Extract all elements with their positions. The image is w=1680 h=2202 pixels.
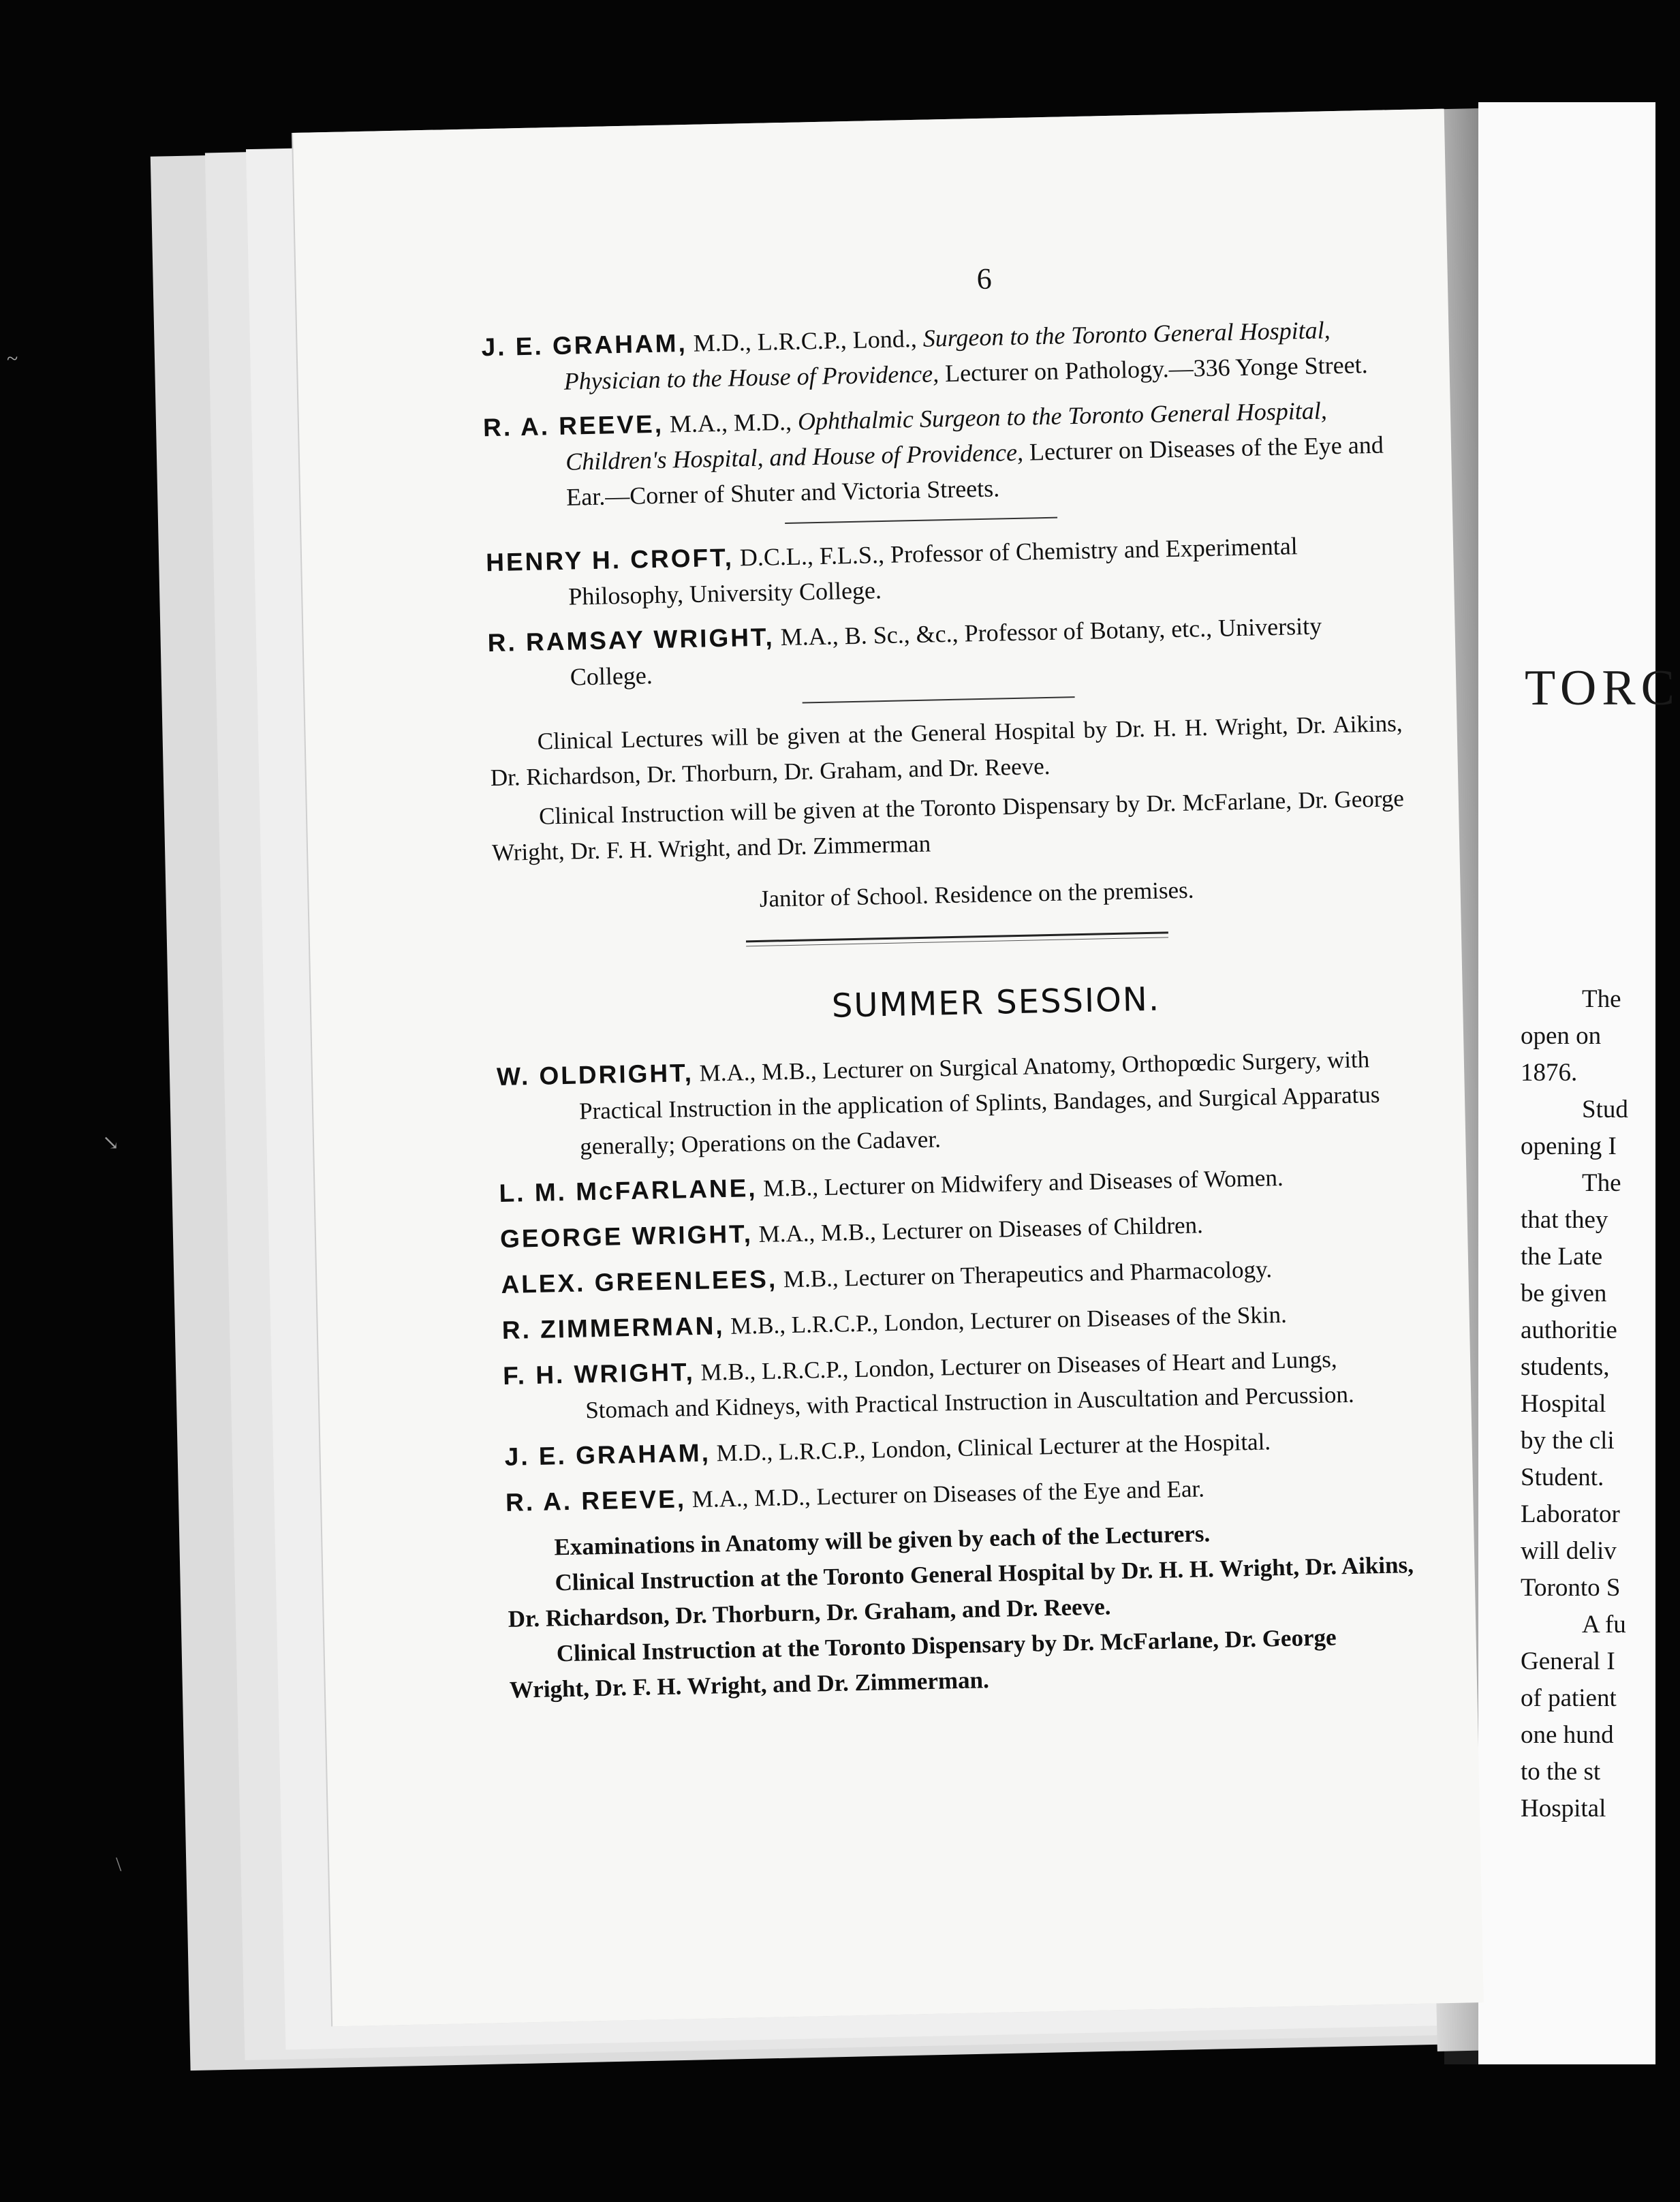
faculty-entry [497, 1040, 1412, 1166]
scan-speck: \ [116, 1853, 122, 1876]
scan-speck: ~ [7, 347, 18, 370]
faculty-entry [486, 526, 1400, 616]
divider [785, 517, 1057, 524]
summer-session-list [497, 1040, 1423, 1708]
faculty-name: ALEX. GREENLEES, [501, 1265, 778, 1299]
faculty-degrees: M.A., M.D., [663, 407, 798, 438]
faculty-name: F. H. WRIGHT, [502, 1358, 696, 1390]
faculty-role: M.A., M.B., Lecturer on Diseases of Children. [752, 1211, 1204, 1248]
faculty-role: D.C.L., F.L.S., Professor of Chemistry and Experimental Philosophy, University College. [567, 532, 1298, 610]
faculty-entry [483, 391, 1398, 516]
text-line: Hospital [1521, 1795, 1606, 1823]
text-line: Toronto S [1521, 1574, 1621, 1602]
faculty-entry [500, 1203, 1414, 1258]
faculty-name: L. M. McFARLANE, [499, 1174, 758, 1207]
text-line: 1876. [1521, 1059, 1578, 1087]
faculty-entry [504, 1421, 1418, 1476]
faculty-degrees: M.D., L.R.C.P., Lond., [687, 324, 924, 357]
faculty-name: HENRY H. CROFT, [485, 543, 734, 577]
double-rule [746, 931, 1168, 946]
faculty-role: M.A., B. Sc., &c., Professor of Botany, etc., University College. [570, 612, 1322, 691]
text-line: Hospital [1521, 1390, 1606, 1418]
faculty-entry [503, 1339, 1417, 1430]
janitor-note: Janitor of School. Residence on the premises. [759, 876, 1194, 912]
summer-session-heading: SUMMER SESSION. [831, 980, 1161, 1025]
faculty-appointment: Ophthalmic Surgeon to the Toronto General Hospital, Children's Hospital, and House of Providence, [565, 397, 1328, 476]
faculty-role: Lecturer on Diseases of the Eye and Ear.—Corner of Shuter and Victoria Streets. [565, 431, 1384, 511]
page-content [480, 253, 1422, 1708]
text-line: Student. [1521, 1463, 1604, 1491]
text-line: General I [1521, 1647, 1615, 1675]
faculty-name: GEORGE WRIGHT, [499, 1220, 753, 1253]
text-line: students, [1521, 1353, 1610, 1381]
faculty-name: W. OLDRIGHT, [496, 1058, 694, 1091]
right-page-title: TORC [1525, 660, 1680, 716]
right-page-text [1521, 981, 1628, 1827]
faculty-role: M.B., L.R.C.P., London, Lecturer on Diseases of Heart and Lungs, Stomach and Kidneys, with Practical Instruction in Auscultation and Percussion. [585, 1346, 1355, 1424]
text-line: opening I [1521, 1132, 1617, 1160]
text-line: A fu [1582, 1611, 1626, 1639]
faculty-role: Lecturer on Pathology.—336 Yonge Street. [938, 351, 1368, 388]
faculty-name: R. RAMSAY WRIGHT, [487, 623, 775, 657]
clinical-instruction-paragraph: Clinical Instruction will be given at the Toronto Dispensary by Dr. McFarlane, Dr. George Wright, Dr. F. H. Wright, and Dr. Zimmerman [491, 785, 1405, 867]
faculty-entry [505, 1466, 1419, 1521]
clinical-dispensary-note: Clinical Instruction at the Toronto Dispensary by Dr. McFarlane, Dr. George Wright, Dr. F. H. Wright, and Dr. Zimmerman. [509, 1624, 1337, 1703]
faculty-name: R. ZIMMERMAN, [501, 1312, 725, 1344]
faculty-entry [501, 1248, 1414, 1303]
scan-speck: ↘ [102, 1132, 120, 1154]
text-line: to the st [1521, 1758, 1601, 1786]
faculty-appointment: Surgeon to the Toronto General Hospital, Physician to the House of Providence, [563, 316, 1331, 395]
faculty-role: M.B., L.R.C.P., London, Lecturer on Diseases of the Skin. [724, 1301, 1288, 1340]
faculty-entry [481, 311, 1395, 401]
left-page [293, 109, 1484, 2027]
text-line: one hund [1521, 1721, 1614, 1749]
text-line: Laborator [1521, 1500, 1620, 1528]
faculty-name: J. E. GRAHAM, [481, 328, 688, 362]
text-line: open on [1521, 1022, 1602, 1050]
faculty-entry [487, 606, 1401, 696]
text-line: will deliv [1521, 1537, 1617, 1565]
text-line: of patient [1521, 1684, 1617, 1712]
faculty-name: R. A. REEVE, [505, 1485, 687, 1517]
faculty-name: J. E. GRAHAM, [504, 1438, 711, 1471]
text-line: The [1582, 985, 1621, 1013]
divider [803, 696, 1075, 703]
faculty-role: M.B., Lecturer on Therapeutics and Pharmacology. [777, 1256, 1273, 1293]
faculty-role: M.B., Lecturer on Midwifery and Diseases of Women. [757, 1164, 1284, 1203]
text-line: be given [1521, 1280, 1607, 1307]
faculty-role: M.A., M.B., Lecturer on Surgical Anatomy, Orthopœdic Surgery, with Practical Instruction in the application of Splints, Bandages, and Surgical Apparatus generally; Operations on the Cadaver. [578, 1046, 1380, 1160]
text-line: that they [1521, 1206, 1608, 1234]
clinical-lectures-paragraph: Clinical Lectures will be given at the General Hospital by Dr. H. H. Wright, Dr. Aikins, Dr. Richardson, Dr. Thorburn, Dr. Graham, and Dr. Reeve. [490, 710, 1403, 792]
faculty-role: M.A., M.D., Lecturer on Diseases of the Eye and Ear. [685, 1475, 1205, 1513]
faculty-entry [499, 1157, 1412, 1212]
faculty-name: R. A. REEVE, [482, 409, 664, 442]
text-line: the Late [1521, 1243, 1603, 1271]
clinical-hospital-note: Clinical Instruction at the Toronto General Hospital by Dr. H. H. Wright, Dr. Aikins, Dr. Richardson, Dr. Thorburn, Dr. Graham, and Dr. Reeve. [508, 1551, 1414, 1632]
text-line: Stud [1582, 1096, 1628, 1123]
faculty-role: M.D., L.R.C.P., London, Clinical Lecturer at the Hospital. [710, 1428, 1271, 1467]
page-number: 6 [976, 262, 993, 296]
faculty-entry [501, 1294, 1415, 1349]
text-line: authoritie [1521, 1316, 1617, 1344]
text-line: by the cli [1521, 1427, 1615, 1455]
text-line: The [1582, 1169, 1621, 1197]
examinations-note: Examinations in Anatomy will be given by each of the Lecturers. [554, 1520, 1211, 1561]
